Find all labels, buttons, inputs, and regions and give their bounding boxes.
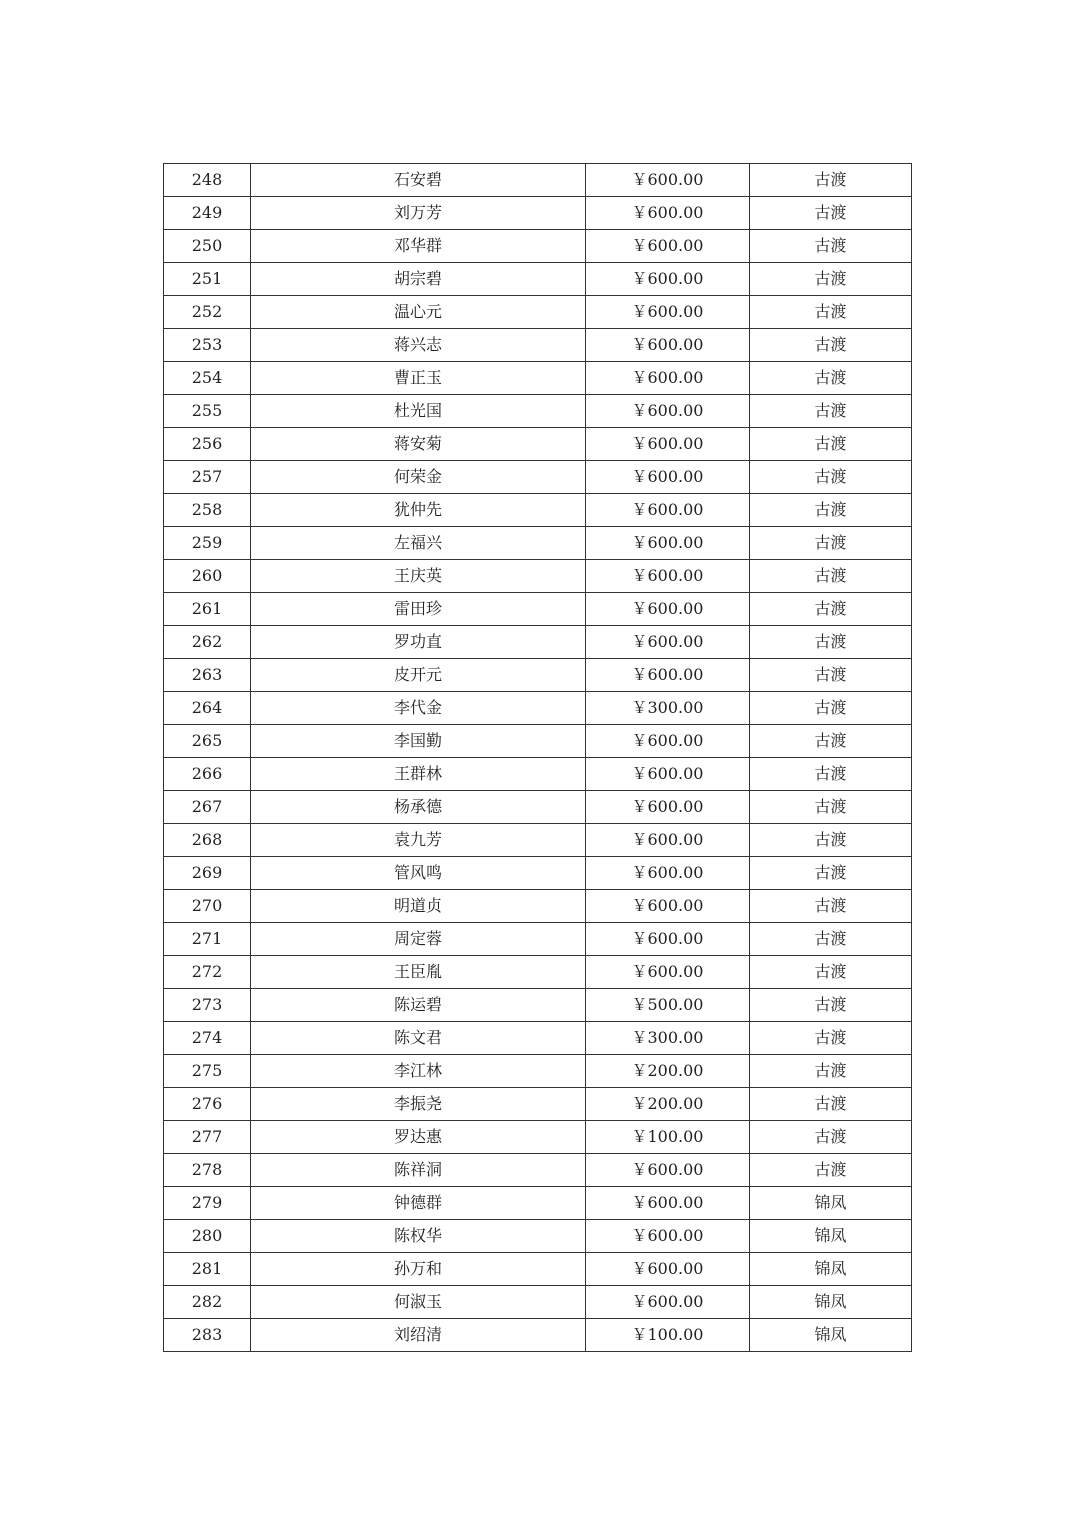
village-cell: 古渡 (750, 527, 912, 560)
table-row (164, 1220, 912, 1253)
name-cell: 雷田珍 (251, 593, 586, 626)
row-number-cell: 267 (164, 791, 251, 824)
amount-cell: ￥200.00 (586, 1088, 750, 1121)
village-cell: 古渡 (750, 989, 912, 1022)
table-row (164, 1319, 912, 1352)
table-row (164, 659, 912, 692)
village-cell: 古渡 (750, 263, 912, 296)
village-cell: 古渡 (750, 362, 912, 395)
amount-cell: ￥200.00 (586, 1055, 750, 1088)
amount-cell: ￥300.00 (586, 692, 750, 725)
row-number-cell: 259 (164, 527, 251, 560)
row-number-cell: 250 (164, 230, 251, 263)
name-cell: 陈权华 (251, 1220, 586, 1253)
amount-cell: ￥600.00 (586, 428, 750, 461)
village-cell: 古渡 (750, 1022, 912, 1055)
amount-cell: ￥600.00 (586, 1154, 750, 1187)
table-row (164, 989, 912, 1022)
name-cell: 陈祥洞 (251, 1154, 586, 1187)
village-cell: 古渡 (750, 659, 912, 692)
table-row (164, 1187, 912, 1220)
row-number-cell: 280 (164, 1220, 251, 1253)
name-cell: 孙万和 (251, 1253, 586, 1286)
village-cell: 古渡 (750, 725, 912, 758)
table-row (164, 1088, 912, 1121)
village-cell: 锦凤 (750, 1187, 912, 1220)
amount-cell: ￥600.00 (586, 527, 750, 560)
amount-cell: ￥600.00 (586, 263, 750, 296)
row-number-cell: 273 (164, 989, 251, 1022)
row-number-cell: 275 (164, 1055, 251, 1088)
name-cell: 刘绍清 (251, 1319, 586, 1352)
table-row (164, 1286, 912, 1319)
table-row (164, 1253, 912, 1286)
village-cell: 古渡 (750, 857, 912, 890)
name-cell: 李江林 (251, 1055, 586, 1088)
village-cell: 古渡 (750, 923, 912, 956)
table-row (164, 329, 912, 362)
village-cell: 古渡 (750, 593, 912, 626)
table-row (164, 1154, 912, 1187)
row-number-cell: 252 (164, 296, 251, 329)
amount-cell: ￥600.00 (586, 197, 750, 230)
name-cell: 王群林 (251, 758, 586, 791)
amount-cell: ￥600.00 (586, 725, 750, 758)
amount-cell: ￥600.00 (586, 758, 750, 791)
village-cell: 古渡 (750, 461, 912, 494)
village-cell: 古渡 (750, 230, 912, 263)
row-number-cell: 265 (164, 725, 251, 758)
row-number-cell: 274 (164, 1022, 251, 1055)
amount-cell: ￥600.00 (586, 329, 750, 362)
row-number-cell: 255 (164, 395, 251, 428)
row-number-cell: 283 (164, 1319, 251, 1352)
name-cell: 王庆英 (251, 560, 586, 593)
name-cell: 胡宗碧 (251, 263, 586, 296)
amount-cell: ￥600.00 (586, 560, 750, 593)
village-cell: 古渡 (750, 890, 912, 923)
amount-cell: ￥600.00 (586, 857, 750, 890)
row-number-cell: 249 (164, 197, 251, 230)
name-cell: 明道贞 (251, 890, 586, 923)
village-cell: 锦凤 (750, 1253, 912, 1286)
name-cell: 王臣胤 (251, 956, 586, 989)
row-number-cell: 266 (164, 758, 251, 791)
name-cell: 杜光国 (251, 395, 586, 428)
amount-cell: ￥600.00 (586, 824, 750, 857)
amount-cell: ￥600.00 (586, 923, 750, 956)
row-number-cell: 261 (164, 593, 251, 626)
row-number-cell: 281 (164, 1253, 251, 1286)
row-number-cell: 248 (164, 164, 251, 197)
name-cell: 袁九芳 (251, 824, 586, 857)
amount-cell: ￥100.00 (586, 1121, 750, 1154)
name-cell: 钟德群 (251, 1187, 586, 1220)
row-number-cell: 276 (164, 1088, 251, 1121)
row-number-cell: 272 (164, 956, 251, 989)
village-cell: 古渡 (750, 1055, 912, 1088)
table-row (164, 890, 912, 923)
amount-cell: ￥600.00 (586, 791, 750, 824)
amount-cell: ￥600.00 (586, 626, 750, 659)
name-cell: 周定蓉 (251, 923, 586, 956)
row-number-cell: 264 (164, 692, 251, 725)
village-cell: 古渡 (750, 494, 912, 527)
village-cell: 古渡 (750, 428, 912, 461)
table-row (164, 296, 912, 329)
table-row (164, 626, 912, 659)
row-number-cell: 282 (164, 1286, 251, 1319)
row-number-cell: 269 (164, 857, 251, 890)
amount-cell: ￥300.00 (586, 1022, 750, 1055)
name-cell: 曹正玉 (251, 362, 586, 395)
village-cell: 古渡 (750, 791, 912, 824)
name-cell: 何荣金 (251, 461, 586, 494)
name-cell: 李国勤 (251, 725, 586, 758)
table-row (164, 692, 912, 725)
amount-cell: ￥600.00 (586, 1220, 750, 1253)
table-row (164, 263, 912, 296)
village-cell: 古渡 (750, 164, 912, 197)
row-number-cell: 253 (164, 329, 251, 362)
village-cell: 古渡 (750, 1088, 912, 1121)
row-number-cell: 279 (164, 1187, 251, 1220)
row-number-cell: 257 (164, 461, 251, 494)
table-row (164, 1055, 912, 1088)
village-cell: 古渡 (750, 395, 912, 428)
amount-cell: ￥600.00 (586, 659, 750, 692)
table-row (164, 461, 912, 494)
name-cell: 罗功直 (251, 626, 586, 659)
village-cell: 锦凤 (750, 1286, 912, 1319)
name-cell: 左福兴 (251, 527, 586, 560)
row-number-cell: 256 (164, 428, 251, 461)
name-cell: 蒋兴志 (251, 329, 586, 362)
amount-cell: ￥600.00 (586, 494, 750, 527)
table-row (164, 593, 912, 626)
amount-cell: ￥500.00 (586, 989, 750, 1022)
name-cell: 陈文君 (251, 1022, 586, 1055)
village-cell: 古渡 (750, 692, 912, 725)
amount-cell: ￥600.00 (586, 164, 750, 197)
name-cell: 犹仲先 (251, 494, 586, 527)
row-number-cell: 262 (164, 626, 251, 659)
table-row (164, 857, 912, 890)
table-body (164, 164, 912, 1352)
table-row (164, 230, 912, 263)
table-row (164, 527, 912, 560)
name-cell: 皮开元 (251, 659, 586, 692)
row-number-cell: 263 (164, 659, 251, 692)
amount-cell: ￥600.00 (586, 296, 750, 329)
table-row (164, 956, 912, 989)
table-row (164, 725, 912, 758)
row-number-cell: 258 (164, 494, 251, 527)
name-cell: 邓华群 (251, 230, 586, 263)
table-row (164, 428, 912, 461)
table-row (164, 1121, 912, 1154)
name-cell: 管风鸣 (251, 857, 586, 890)
table-row (164, 758, 912, 791)
village-cell: 古渡 (750, 329, 912, 362)
table-row (164, 1022, 912, 1055)
village-cell: 古渡 (750, 626, 912, 659)
amount-cell: ￥600.00 (586, 593, 750, 626)
row-number-cell: 251 (164, 263, 251, 296)
amount-cell: ￥600.00 (586, 395, 750, 428)
amount-cell: ￥600.00 (586, 890, 750, 923)
name-cell: 温心元 (251, 296, 586, 329)
village-cell: 古渡 (750, 560, 912, 593)
row-number-cell: 260 (164, 560, 251, 593)
table-row (164, 494, 912, 527)
row-number-cell: 270 (164, 890, 251, 923)
name-cell: 李代金 (251, 692, 586, 725)
table-row (164, 395, 912, 428)
village-cell: 古渡 (750, 197, 912, 230)
amount-cell: ￥600.00 (586, 230, 750, 263)
row-number-cell: 278 (164, 1154, 251, 1187)
name-cell: 罗达惠 (251, 1121, 586, 1154)
row-number-cell: 271 (164, 923, 251, 956)
village-cell: 古渡 (750, 758, 912, 791)
amount-cell: ￥600.00 (586, 956, 750, 989)
row-number-cell: 268 (164, 824, 251, 857)
subsidy-table (163, 163, 912, 1352)
table-row (164, 791, 912, 824)
row-number-cell: 277 (164, 1121, 251, 1154)
name-cell: 何淑玉 (251, 1286, 586, 1319)
village-cell: 古渡 (750, 296, 912, 329)
amount-cell: ￥600.00 (586, 1286, 750, 1319)
name-cell: 杨承德 (251, 791, 586, 824)
name-cell: 刘万芳 (251, 197, 586, 230)
village-cell: 古渡 (750, 956, 912, 989)
name-cell: 蒋安菊 (251, 428, 586, 461)
amount-cell: ￥600.00 (586, 1187, 750, 1220)
amount-cell: ￥100.00 (586, 1319, 750, 1352)
amount-cell: ￥600.00 (586, 362, 750, 395)
name-cell: 李振尧 (251, 1088, 586, 1121)
row-number-cell: 254 (164, 362, 251, 395)
table-row (164, 923, 912, 956)
village-cell: 古渡 (750, 1121, 912, 1154)
village-cell: 古渡 (750, 1154, 912, 1187)
table-row (164, 362, 912, 395)
amount-cell: ￥600.00 (586, 1253, 750, 1286)
table-row (164, 560, 912, 593)
amount-cell: ￥600.00 (586, 461, 750, 494)
table-row (164, 164, 912, 197)
village-cell: 锦凤 (750, 1220, 912, 1253)
table-row (164, 197, 912, 230)
name-cell: 石安碧 (251, 164, 586, 197)
name-cell: 陈运碧 (251, 989, 586, 1022)
village-cell: 古渡 (750, 824, 912, 857)
village-cell: 锦凤 (750, 1319, 912, 1352)
table-row (164, 824, 912, 857)
